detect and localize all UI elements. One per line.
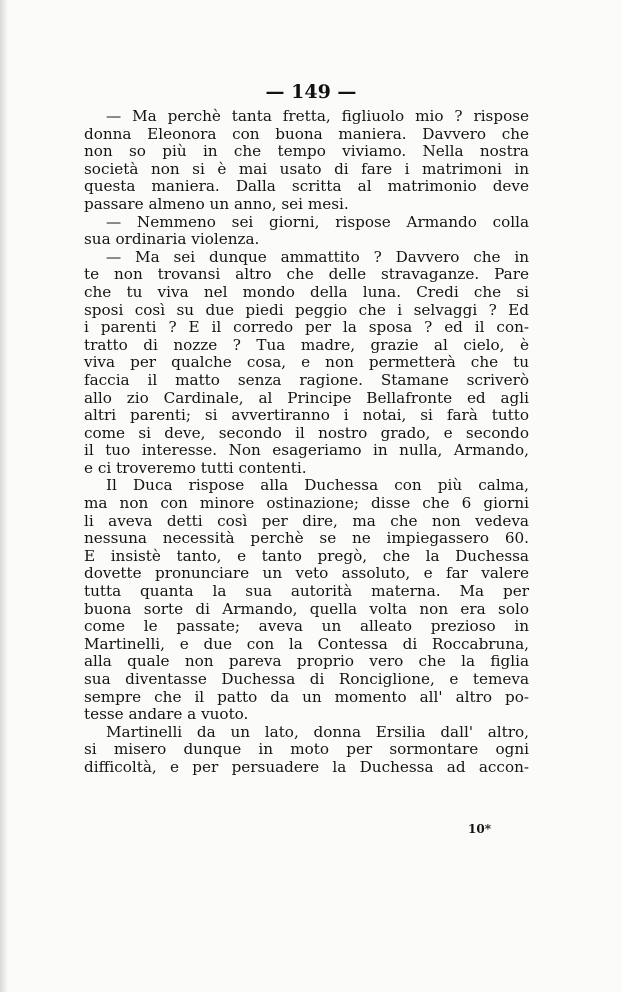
text-line: come si deve, secondo il nostro grado, e secondo bbox=[84, 423, 529, 442]
text-line: li aveva detti così per dire, ma che non vedeva bbox=[84, 511, 529, 530]
text-line: E insistè tanto, e tanto pregò, che la Duchessa bbox=[84, 546, 529, 565]
text-line: donna Eleonora con buona maniera. Davvero che bbox=[84, 124, 529, 143]
text-line: come le passate; aveva un alleato prezioso in bbox=[84, 617, 529, 636]
text-line: che tu viva nel mondo della luna. Credi che si bbox=[84, 282, 529, 301]
text-line: il tuo interesse. Non esageriamo in nulla, Armando, bbox=[84, 441, 529, 460]
signature-mark: 10* bbox=[468, 822, 491, 836]
text-line: Martinelli, e due con la Contessa di Roccabruna, bbox=[84, 634, 529, 653]
text-line: buona sorte di Armando, quella volta non era solo bbox=[84, 599, 529, 618]
text-line: nessuna necessità perchè se ne impiegassero 60. bbox=[84, 529, 529, 548]
page-number: — 149 — bbox=[265, 81, 357, 103]
text-line: altri parenti; si avvertiranno i notai, si farà tutto bbox=[84, 406, 529, 425]
text-line: — Nemmeno sei giorni, rispose Armando colla bbox=[106, 212, 529, 231]
body-text bbox=[84, 108, 529, 777]
text-line: tutta quanta la sua autorità materna. Ma per bbox=[84, 582, 529, 601]
text-line: sua diventasse Duchessa di Ronciglione, e temeva bbox=[84, 670, 529, 688]
text-line: te non trovansi altro che delle stravaganze. Pare bbox=[84, 265, 529, 284]
text-line: sposi così su due piedi peggio che i selvaggi ? Ed bbox=[84, 300, 529, 319]
text-line: faccia il matto senza ragione. Stamane scriverò bbox=[84, 370, 529, 389]
text-line: Il Duca rispose alla Duchessa con più calma, bbox=[106, 476, 529, 495]
text-line: difficoltà, e per persuadere la Duchessa ad accon- bbox=[84, 757, 529, 776]
text-line: dovette pronunciare un veto assoluto, e far valere bbox=[84, 564, 529, 583]
text-line: i parenti ? E il corredo per la sposa ? ed il con- bbox=[84, 318, 529, 337]
text-line: Martinelli da un lato, donna Ersilia dall' altro, bbox=[106, 722, 529, 741]
text-line: ma non con minore ostinazione; disse che 6 giorni bbox=[84, 494, 529, 513]
text-line: questa maniera. Dalla scritta al matrimonio deve bbox=[84, 177, 529, 196]
text-line: — Ma perchè tanta fretta, figliuolo mio ? rispose bbox=[106, 107, 529, 125]
text-line: viva per qualche cosa, e non permetterà che tu bbox=[84, 353, 529, 372]
text-line: si misero dunque in moto per sormontare ogni bbox=[84, 740, 529, 759]
text-line: tratto di nozze ? Tua madre, grazie al cielo, è bbox=[84, 335, 529, 354]
text-line: — Ma sei dunque ammattito ? Davvero che in bbox=[106, 247, 529, 266]
text-line: non so più in che tempo viviamo. Nella nostra bbox=[84, 142, 529, 161]
page-edge-shadow bbox=[0, 0, 8, 992]
text-line: tesse andare a vuoto. bbox=[84, 705, 249, 724]
text-line: sua ordinaria violenza. bbox=[84, 230, 260, 249]
text-line: alla quale non pareva proprio vero che la figlia bbox=[84, 652, 529, 671]
text-line: sempre che il patto da un momento all' altro po- bbox=[84, 687, 529, 706]
text-line: e ci troveremo tutti contenti. bbox=[84, 458, 307, 477]
text-line: passare almeno un anno, sei mesi. bbox=[84, 194, 349, 213]
text-line: allo zio Cardinale, al Principe Bellafronte ed agli bbox=[84, 388, 529, 407]
text-line: società non si è mai usato di fare i matrimoni in bbox=[84, 159, 529, 178]
